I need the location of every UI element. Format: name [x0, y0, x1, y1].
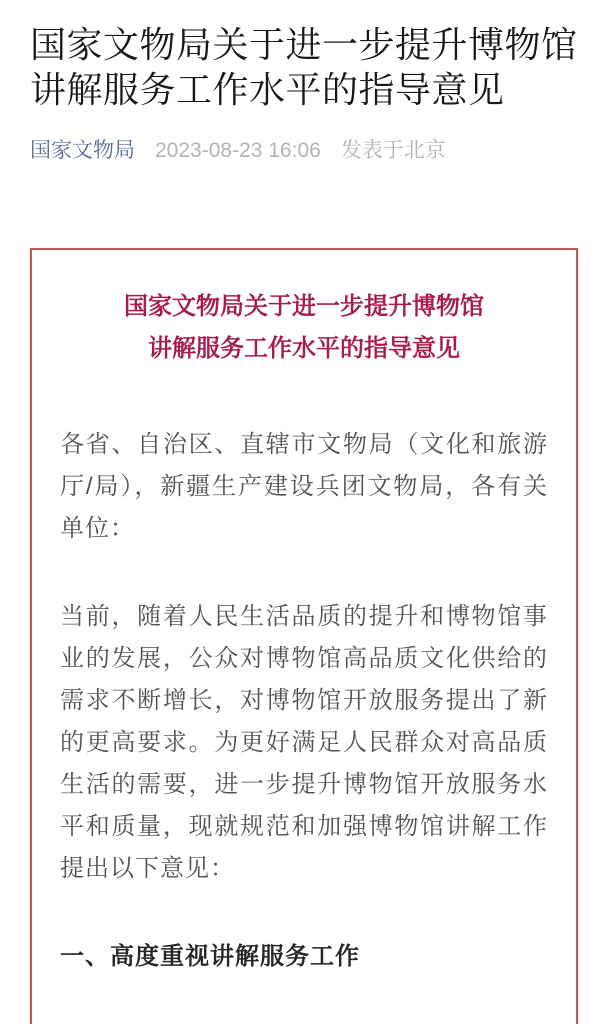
salutation-paragraph: 各省、自治区、直辖市文物局（文化和旅游厅/局），新疆生产建设兵团文物局，各有关单位： — [60, 431, 548, 542]
article-title: 国家文物局关于进一步提升博物馆讲解服务工作水平的指导意见 — [30, 24, 578, 110]
section-heading: 一、高度重视讲解服务工作 — [60, 943, 360, 970]
account-name-link[interactable]: 国家文物局 — [30, 139, 135, 162]
document-box — [30, 248, 578, 1024]
article-meta — [30, 138, 578, 164]
publish-location: 发表于北京 — [340, 139, 446, 162]
document-title-line1: 国家文物局关于进一步提升博物馆 — [124, 293, 484, 320]
body-paragraph: 当前，随着人民生活品质的提升和博物馆事业的发展，公众对博物馆高品质文化供给的需求不断增长，对博物馆开放服务提出了新的更高要求。为更好满足人民群众对高品质生活的需要，进一步提升博物馆开放服务水平和质量，现就规范和加强博物馆讲解工作提出以下意见： — [60, 603, 548, 882]
document-title — [60, 286, 548, 370]
publish-time: 2023-08-23 16:06 — [155, 139, 321, 162]
document-title-line2: 讲解服务工作水平的指导意见 — [148, 335, 460, 362]
